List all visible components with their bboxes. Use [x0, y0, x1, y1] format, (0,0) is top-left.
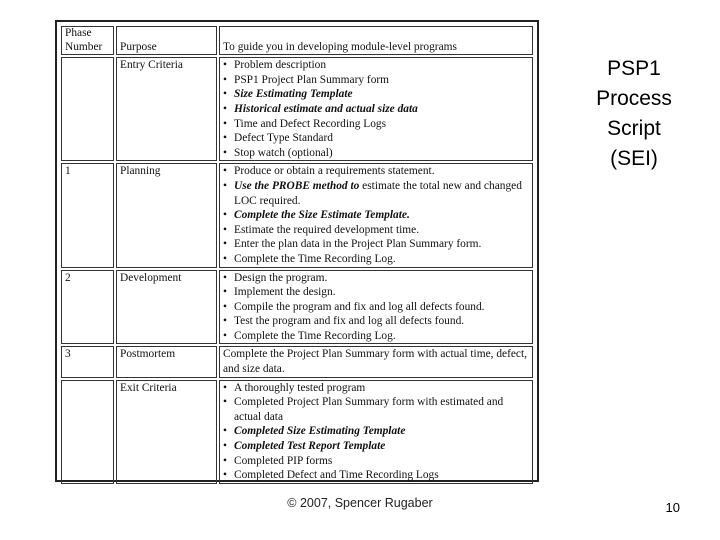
table-row-postmortem: [61, 346, 533, 377]
phase-header-line2: Number: [65, 40, 103, 53]
table-row-planning: [61, 163, 533, 267]
list-item: [223, 424, 529, 439]
purpose-cell: Postmortem: [116, 346, 217, 377]
activity-cell: [219, 270, 533, 345]
activity-cell: [219, 163, 533, 267]
purpose-cell: Planning: [116, 163, 217, 267]
list-item: • Stop watch (optional): [223, 146, 529, 161]
list-item: • A thoroughly tested program: [223, 381, 529, 396]
page-number: 10: [665, 500, 680, 515]
table-row-entry: [61, 57, 533, 161]
list-item: • Implement the design.: [223, 285, 529, 300]
list-item: • Completed PIP forms: [223, 454, 529, 469]
list-item: • Defect Type Standard: [223, 131, 529, 146]
process-script-table: [59, 24, 535, 486]
list-item: • Complete the Time Recording Log.: [223, 252, 529, 267]
table-row-development: [61, 270, 533, 345]
list-item: • Time and Defect Recording Logs: [223, 117, 529, 132]
phase-cell: 2: [61, 270, 114, 345]
list-item: • PSP1 Project Plan Summary form: [223, 73, 529, 88]
list-item: [223, 87, 529, 102]
phase-cell: 1: [61, 163, 114, 267]
title-line: Process: [596, 87, 672, 110]
list-item: • Complete the Time Recording Log.: [223, 329, 529, 344]
table-header-row: [61, 26, 533, 55]
table-row-exit: [61, 380, 533, 484]
emphasized-text: Use the PROBE method to: [234, 179, 360, 192]
list-item: • Produce or obtain a requirements statement.: [223, 164, 529, 179]
activity-list: [223, 271, 529, 344]
activity-cell: [219, 380, 533, 484]
item-text: estimate the total new and changed LOC required.: [234, 179, 522, 207]
phase-header-line1: Phase: [65, 27, 92, 39]
list-item: [223, 179, 529, 208]
list-item: • Estimate the required development time.: [223, 223, 529, 238]
activity-cell: Complete the Project Plan Summary form with actual time, defect, and size data.: [219, 346, 533, 377]
emphasized-text: Historical estimate and actual size data: [234, 102, 418, 115]
process-script-table-frame: [55, 20, 539, 482]
list-item: [223, 439, 529, 454]
list-item: • Enter the plan data in the Project Plan Summary form.: [223, 237, 529, 252]
activity-cell: [219, 57, 533, 161]
phase-cell: [61, 380, 114, 484]
list-item: • Test the program and fix and log all defects found.: [223, 314, 529, 329]
phase-cell: [61, 57, 114, 161]
copyright-footer: © 2007, Spencer Rugaber: [287, 496, 433, 510]
title-line: PSP1: [607, 57, 661, 80]
phase-number-header: [61, 26, 114, 55]
emphasized-text: Size Estimating Template: [234, 88, 353, 101]
list-item: • Compile the program and fix and log all defects found.: [223, 300, 529, 315]
guide-header: To guide you in developing module-level programs: [219, 26, 533, 55]
purpose-cell: Entry Criteria: [116, 57, 217, 161]
list-item: • Problem description: [223, 58, 529, 73]
criteria-list: [223, 381, 529, 483]
purpose-cell: Development: [116, 270, 217, 345]
list-item: [223, 102, 529, 117]
title-line: (SEI): [610, 147, 658, 170]
list-item: • Completed Defect and Time Recording Logs: [223, 468, 529, 483]
title-line: Script: [607, 117, 661, 140]
emphasized-text: Complete the Size Estimate Template.: [234, 209, 410, 222]
emphasized-text: Completed Size Estimating Template: [234, 425, 406, 438]
emphasized-text: Completed Test Report Template: [234, 440, 386, 453]
criteria-list: [223, 58, 529, 160]
list-item: • Completed Project Plan Summary form with estimated and actual data: [223, 395, 529, 424]
purpose-cell: Exit Criteria: [116, 380, 217, 484]
slide-title: [588, 54, 680, 174]
list-item: [223, 208, 529, 223]
purpose-header: Purpose: [116, 26, 217, 55]
activity-list: [223, 164, 529, 266]
phase-cell: 3: [61, 346, 114, 377]
list-item: • Design the program.: [223, 271, 529, 286]
